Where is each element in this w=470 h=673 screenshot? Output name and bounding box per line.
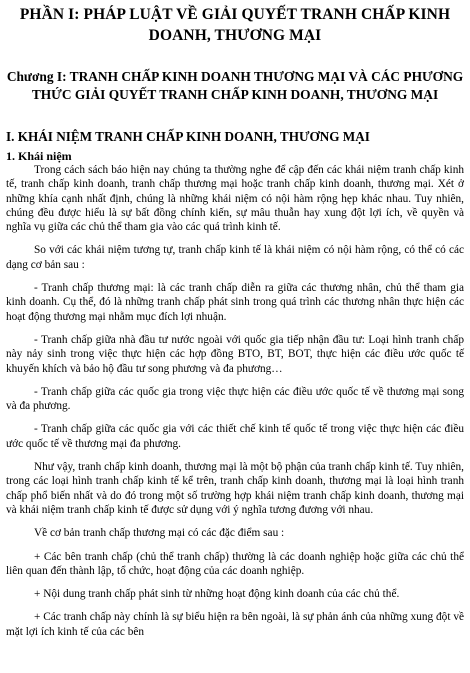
paragraph-conclusion: Như vậy, tranh chấp kinh doanh, thương mại là một bộ phận của tranh chấp kinh tế. Tuy nhiên, trong các loại hình tranh chấp kinh tế kể trên, tranh chấp kinh doanh, thương mại là loại hình tranh chấp phổ biến nhất và do đó trong một số trường hợp khái niệm tranh chấp kinh doanh, thương mại và khái niệm tranh chấp kinh tế được sử dụng với ý nghĩa tương đương với nhau. bbox=[6, 461, 464, 516]
subsection-title: 1. Khái niệm bbox=[6, 149, 72, 163]
chapter-title: Chương I: TRANH CHẤP KINH DOANH THƯƠNG MẠI VÀ CÁC PHƯƠNG THỨC GIẢI QUYẾT TRANH CHẤP KINH DOANH, THƯƠNG MẠI bbox=[6, 69, 464, 102]
paragraph-intro: Trong cách sách báo hiện nay chúng ta thường nghe để cập đến các khái niệm tranh chấp kinh tế, tranh chấp kinh doanh, tranh chấp thương mại hoặc tranh chấp kinh doanh, thương mại. Xét ở những khía cạnh nhất định, chúng là những khái niệm có nội hàm rộng hẹp khác nhau. Tuy nhiên, chúng đều được hiểu là sự bất đồng chính kiến, sự mâu thuẫn hay xung đột lợi ích, về quyền và nghĩa vụ giữa các chủ thể tham gia vào các quá trình kinh tế. bbox=[6, 164, 464, 234]
part-title: PHẦN I: PHÁP LUẬT VỀ GIẢI QUYẾT TRANH CHẤP KINH DOANH, THƯƠNG MẠI bbox=[19, 6, 451, 44]
paragraph-comparison: So với các khái niệm tương tự, tranh chấp kinh tế là khái niệm có nội hàm rộng, có thể có các dạng cơ bản sau : bbox=[6, 244, 464, 271]
section-title: I. KHÁI NIỆM TRANH CHẤP KINH DOANH, THƯƠNG MẠI bbox=[6, 129, 370, 144]
paragraph-investor-dispute: - Tranh chấp giữa nhà đầu tư nước ngoài với quốc gia tiếp nhận đầu tư: Loại hình tranh chấp này nảy sinh trong việc thực hiện các hợp đồng BTO, BT, BOT, thực hiện các điều ước quốc tế khuyến khích và bảo hộ đầu tư song phương và đa phương… bbox=[6, 333, 464, 375]
paragraph-institution-dispute: - Tranh chấp giữa các quốc gia với các thiết chế kinh tế quốc tế trong việc thực hiện các điều ước quốc tế về thương mại đa phương. bbox=[6, 423, 464, 450]
paragraph-state-dispute: - Tranh chấp giữa các quốc gia trong việc thực hiện các điều ước quốc tế về thương mại song và đa phương. bbox=[6, 385, 464, 413]
paragraph-feature-conflict: + Các tranh chấp này chính là sự biểu hiện ra bên ngoài, là sự phản ánh của những xung đột về mặt lợi ích kinh tế của các bên bbox=[6, 611, 464, 638]
paragraph-feature-parties: + Các bên tranh chấp (chủ thể tranh chấp) thường là các doanh nghiệp hoặc giữa các chủ thể liên quan đến thành lập, tổ chức, hoạt động của các doanh nghiệp. bbox=[6, 550, 464, 577]
paragraph-commercial-dispute: - Tranh chấp thương mại: là các tranh chấp diễn ra giữa các thương nhân, chủ thể tham gia kinh doanh. Cụ thể, đó là những tranh chấp phát sinh trong quá trình các thương nhân thực hiện các hoạt động thương mại nhằm mục đích lợi nhuận. bbox=[6, 282, 464, 323]
paragraph-features-intro: Về cơ bản tranh chấp thương mại có các đặc điểm sau : bbox=[34, 527, 285, 540]
paragraph-feature-content: + Nội dung tranh chấp phát sinh từ những hoạt động kinh doanh của các chủ thể. bbox=[34, 588, 400, 601]
